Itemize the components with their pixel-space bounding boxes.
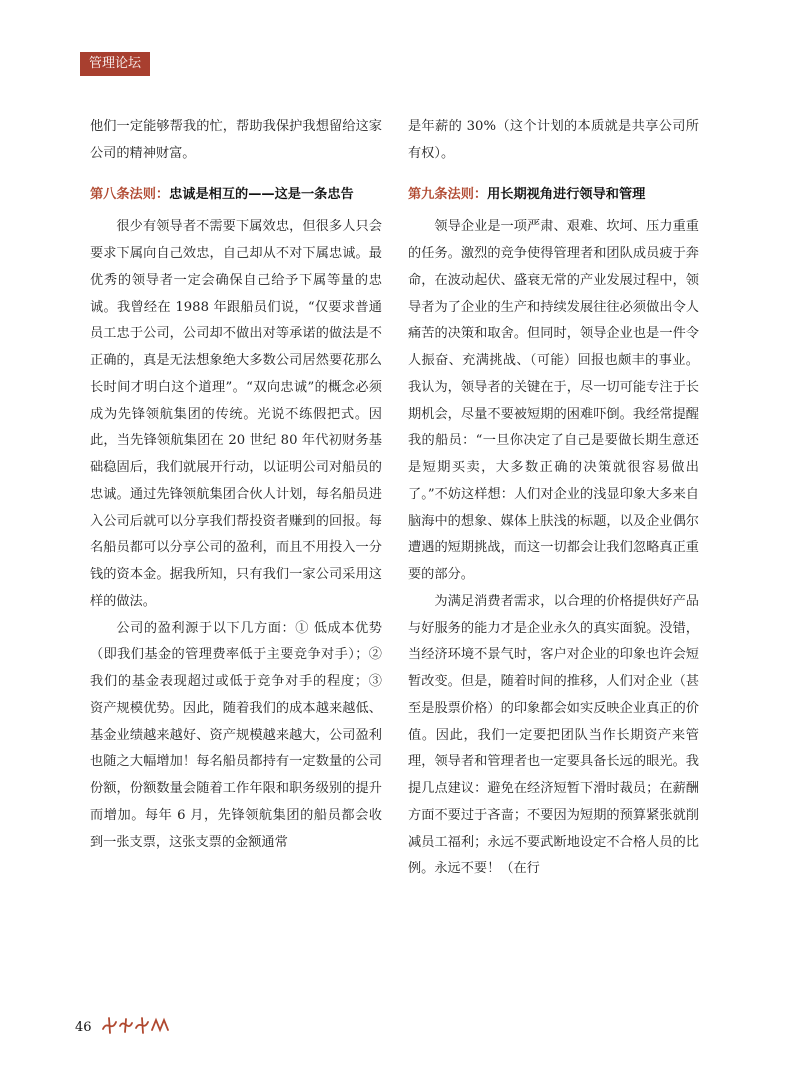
- left-intro-paragraph: 他们一定能够帮我的忙，帮助我保护我想留给这家公司的精神财富。: [90, 119, 382, 161]
- right-intro-paragraph: 是年薪的 30%（这个计划的本质就是共享公司所有权）。: [408, 119, 699, 161]
- left-paragraph-2: 公司的盈利源于以下几方面：① 低成本优势（即我们基金的管理费率低于主要竞争对手）；② 我们的基金表现超过或低于竞争对手的程度；③ 资产规模优势。因此，随着我们的成本越来越低、基金业绩越来越好、资产规模越来越大，公司盈利也随之大幅增加！每名船员都持有一定数量的公司份额，份额数量会随着工作年限和职务级别的提升而增加。每年 6 月，先锋领航集团的船员都会收到一张支票，这张支票的金额通常: [90, 620, 382, 850]
- rule8-label: 第八条法则：: [90, 186, 170, 202]
- magazine-logo-icon: [100, 1014, 172, 1036]
- left-paragraph-1: 很少有领导者不需要下属效忠，但很多人只会要求下属向自己效忠，自己却从不对下属忠诚。最优秀的领导者一定会确保自己给予下属等量的忠诚。我曾经在 1988 年跟船员们说，“仅要求普通员工忠于公司，公司却不做出对等承诺的做法是不正确的，真是无法想象绝大多数公司居然要花那么长时间才明白这个道理”。“双向忠诚”的概念必须成为先锋领航集团的传统。光说不练假把式。因此，当先锋领航集团在 20 世纪 80 年代初财务基础稳固后，我们就展开行动，以证明公司对船员的忠诚。通过先锋领航集团合伙人计划，每名船员进入公司后就可以分享我们帮投资者赚到的回报。每名船员都可以分享公司的盈利，而且不用投入一分钱的资本金。据我所知，只有我们一家公司采用这样的做法。: [90, 219, 382, 609]
- rule8-title: 忠诚是相互的——这是一条忠告: [169, 186, 354, 202]
- rule9-label: 第九条法则：: [408, 186, 488, 202]
- right-paragraph-1: 领导企业是一项严肃、艰难、坎坷、压力重重的任务。激烈的竞争使得管理者和团队成员疲于奔命，在波动起伏、盛衰无常的产业发展过程中，领导者为了企业的生产和持续发展往往必须做出令人痛苦的决策和取舍。但同时，领导企业也是一件令人振奋、充满挑战、（可能）回报也颇丰的事业。我认为，领导者的关键在于，尽一切可能专注于长期机会，尽量不要被短期的困难吓倒。我经常提醒我的船员：“一旦你决定了自己是要做长期生意还是短期买卖，大多数正确的决策就很容易做出了。”不妨这样想：人们对企业的浅显印象大多来自脑海中的想象、媒体上肤浅的标题，以及企业偶尔遭遇的短期挑战，而这一切都会让我们忽略真正重要的部分。: [408, 219, 699, 582]
- rule9-title: 用长期视角进行领导和管理: [487, 186, 646, 202]
- section-tag: 管理论坛: [80, 52, 150, 76]
- left-column: [90, 114, 382, 856]
- right-paragraph-2: 为满足消费者需求，以合理的价格提供好产品与好服务的能力才是企业永久的真实面貌。没错，当经济环境不景气时，客户对企业的印象也许会短暂改变。但是，随着时间的推移，人们对企业（甚至是股票价格）的印象都会如实反映企业真正的价值。因此，我们一定要把团队当作长期资产来管理，领导者和管理者也一定要具备长远的眼光。我提几点建议：避免在经济短暂下滑时裁员；在薪酬方面不要过于吝啬；不要因为短期的预算紧张就削减员工福利；永远不要武断地设定不合格人员的比例。永远不要！（在行: [408, 593, 699, 877]
- rule8-heading: [90, 182, 382, 209]
- page-number: 46: [75, 1020, 92, 1035]
- right-column: [408, 114, 699, 883]
- rule9-heading: [408, 182, 699, 209]
